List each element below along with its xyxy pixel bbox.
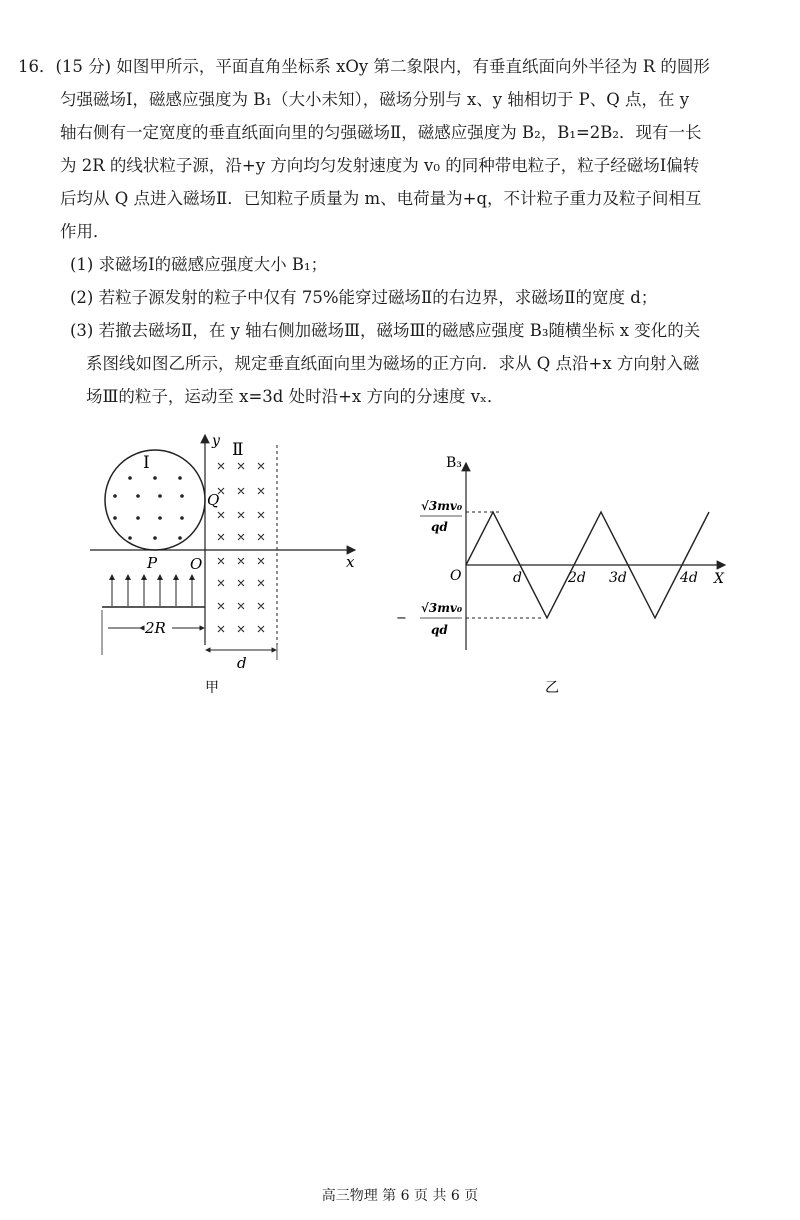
question-3: (3) 若撤去磁场Ⅱ，在 y 轴右侧加磁场Ⅲ，磁场Ⅲ的磁感应强度 B₃随横坐标 x 变化的关 bbox=[70, 321, 701, 340]
field-i-circle bbox=[105, 450, 205, 550]
neg-numerator: √3mv₀ bbox=[421, 601, 463, 615]
question-3-cont: 场Ⅲ的粒子，运动至 x=3d 处时沿+x 方向的分速度 vₓ． bbox=[86, 387, 504, 406]
label-2r: 2R bbox=[145, 619, 166, 637]
caption-jia: 甲 bbox=[205, 680, 219, 696]
label-d: d bbox=[237, 654, 247, 672]
label-o: O bbox=[190, 555, 203, 573]
tick-d: d bbox=[513, 570, 522, 586]
source-arrows bbox=[112, 575, 192, 606]
label-x: x bbox=[346, 553, 355, 571]
neg-sign: − bbox=[396, 611, 407, 626]
figures bbox=[0, 430, 800, 710]
label-q: Q bbox=[207, 491, 220, 509]
problem-16 bbox=[18, 50, 778, 413]
tick-4d: 4d bbox=[680, 570, 698, 586]
problem-line: 匀强磁场Ⅰ，磁感应强度为 B₁（大小未知），磁场分别与 x、y 轴相切于 P、Q 点，在 y bbox=[60, 90, 690, 109]
top-numerator: √3mv₀ bbox=[421, 499, 463, 513]
problem-line: 16．(15 分) 如图甲所示，平面直角坐标系 xOy 第二象限内，有垂直纸面向外半径为 R 的圆形 bbox=[18, 57, 710, 76]
tick-2d: 2d bbox=[568, 570, 586, 586]
question-3-cont: 系图线如图乙所示，规定垂直纸面向里为磁场的正方向．求从 Q 点沿+x 方向射入磁 bbox=[86, 354, 700, 373]
chart-origin: O bbox=[450, 568, 462, 584]
problem-line: 作用． bbox=[60, 222, 110, 241]
label-region-ii: Ⅱ bbox=[232, 440, 244, 460]
problem-line: 后均从 Q 点进入磁场Ⅱ．已知粒子质量为 m、电荷量为+q，不计粒子重力及粒子间相互 bbox=[60, 189, 702, 208]
label-p: P bbox=[147, 554, 158, 572]
field-i-dots bbox=[113, 476, 184, 540]
chart-ylabel: B₃ bbox=[446, 455, 462, 471]
problem-line: 轴右侧有一定宽度的垂直纸面向里的匀强磁场Ⅱ，磁感应强度为 B₂，B₁=2B₂．现有一长 bbox=[60, 123, 702, 142]
chart-xlabel: X bbox=[714, 571, 724, 587]
caption-yi: 乙 bbox=[545, 680, 559, 696]
label-y: y bbox=[212, 433, 220, 449]
figure-b bbox=[396, 455, 725, 696]
top-denominator: qd bbox=[431, 520, 448, 534]
field-ii-crosses bbox=[218, 463, 264, 632]
question-1: (1) 求磁场Ⅰ的磁感应强度大小 B₁； bbox=[70, 255, 328, 274]
page-footer: 高三物理 第 6 页 共 6 页 bbox=[321, 1188, 479, 1204]
figure-a bbox=[90, 433, 355, 696]
tick-3d: 3d bbox=[609, 570, 627, 586]
problem-line: 为 2R 的线状粒子源，沿+y 方向均匀发射速度为 v₀ 的同种带电粒子，粒子经磁场Ⅰ偏转 bbox=[60, 156, 700, 175]
label-region-i: Ⅰ bbox=[143, 453, 150, 473]
neg-denominator: qd bbox=[431, 623, 448, 637]
question-2: (2) 若粒子源发射的粒子中仅有 75%能穿过磁场Ⅱ的右边界，求磁场Ⅱ的宽度 d； bbox=[70, 288, 658, 307]
